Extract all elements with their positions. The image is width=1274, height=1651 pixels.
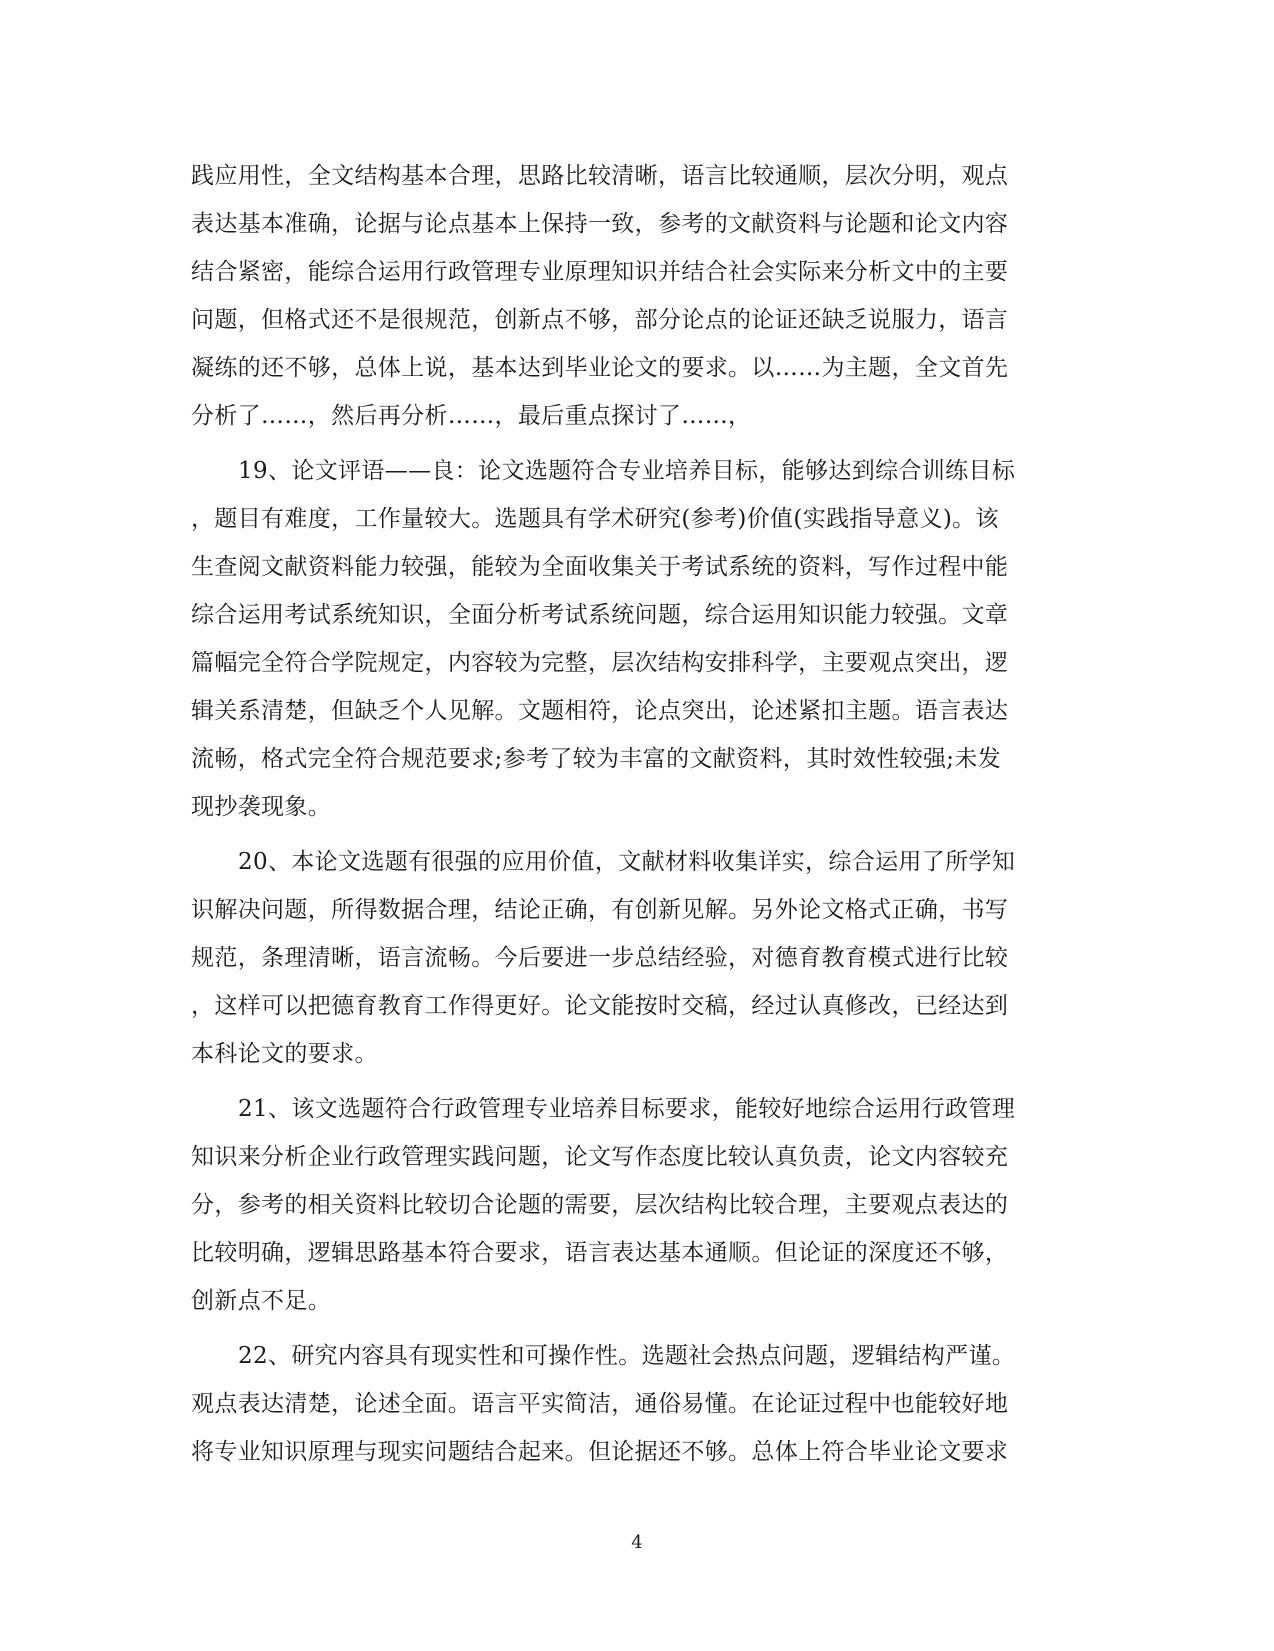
text-line: 分，参考的相关资料比较切合论题的需要，层次结构比较合理，主要观点表达的 <box>191 1192 1009 1218</box>
document-body <box>191 152 1067 1476</box>
text-line: 凝练的还不够，总体上说，基本达到毕业论文的要求。以……为主题，全文首先 <box>191 355 1009 381</box>
text-line: 分析了……，然后再分析……，最后重点探讨了……， <box>191 403 752 429</box>
paragraph-continuation <box>191 152 1067 440</box>
text-line: 22、研究内容具有现实性和可操作性。选题社会热点问题，逻辑结构严谨。 <box>238 1343 1016 1369</box>
text-line: ，题目有难度，工作量较大。选题具有学术研究(参考)价值(实践指导意义)。该 <box>191 506 999 532</box>
text-line: 21、该文选题符合行政管理专业培养目标要求，能较好地综合运用行政管理 <box>238 1096 1016 1122</box>
text-line: 辑关系清楚，但缺乏个人见解。文题相符，论点突出，论述紧扣主题。语言表达 <box>191 698 1009 724</box>
text-line: 将专业知识原理与现实问题结合起来。但论据还不够。总体上符合毕业论文要求 <box>191 1439 1009 1465</box>
text-line: 表达基本准确，论据与论点基本上保持一致，参考的文献资料与论题和论文内容 <box>191 211 1009 237</box>
text-line: 知识来分析企业行政管理实践问题，论文写作态度比较认真负责，论文内容较充 <box>191 1144 1009 1170</box>
text-line: 问题，但格式还不是很规范，创新点不够，部分论点的论证还缺乏说服力，语言 <box>191 307 1009 333</box>
text-line: 综合运用考试系统知识，全面分析考试系统问题，综合运用知识能力较强。文章 <box>191 602 1009 628</box>
text-line: 规范，条理清晰，语言流畅。今后要进一步总结经验，对德育教育模式进行比较 <box>191 945 1009 971</box>
paragraph-item-20 <box>191 838 1067 1078</box>
text-line: 20、本论文选题有很强的应用价值，文献材料收集详实，综合运用了所学知 <box>238 849 1016 875</box>
page-number: 4 <box>631 1532 643 1553</box>
text-line: ，这样可以把德育教育工作得更好。论文能按时交稿，经过认真修改，已经达到 <box>191 993 1009 1019</box>
paragraph-item-19 <box>191 447 1067 831</box>
text-line: 创新点不足。 <box>191 1288 332 1314</box>
text-line: 观点表达清楚，论述全面。语言平实简洁，通俗易懂。在论证过程中也能较好地 <box>191 1391 1009 1417</box>
text-line: 识解决问题，所得数据合理，结论正确，有创新见解。另外论文格式正确，书写 <box>191 897 1009 923</box>
text-line: 本科论文的要求。 <box>191 1041 378 1067</box>
text-line: 结合紧密，能综合运用行政管理专业原理知识并结合社会实际来分析文中的主要 <box>191 259 1009 285</box>
text-line: 比较明确，逻辑思路基本符合要求，语言表达基本通顺。但论证的深度还不够， <box>191 1240 1009 1266</box>
text-line: 生查阅文献资料能力较强，能较为全面收集关于考试系统的资料，写作过程中能 <box>191 554 1009 580</box>
text-line: 践应用性，全文结构基本合理，思路比较清晰，语言比较通顺，层次分明，观点 <box>191 163 1009 189</box>
text-line: 篇幅完全符合学院规定，内容较为完整，层次结构安排科学，主要观点突出，逻 <box>191 650 1009 676</box>
text-line: 19、论文评语——良：论文选题符合专业培养目标，能够达到综合训练目标 <box>238 458 1016 484</box>
text-line: 现抄袭现象。 <box>191 794 332 820</box>
text-line: 流畅，格式完全符合规范要求;参考了较为丰富的文献资料，其时效性较强;未发 <box>191 746 1002 772</box>
paragraph-item-22 <box>191 1332 1067 1476</box>
paragraph-item-21 <box>191 1085 1067 1325</box>
